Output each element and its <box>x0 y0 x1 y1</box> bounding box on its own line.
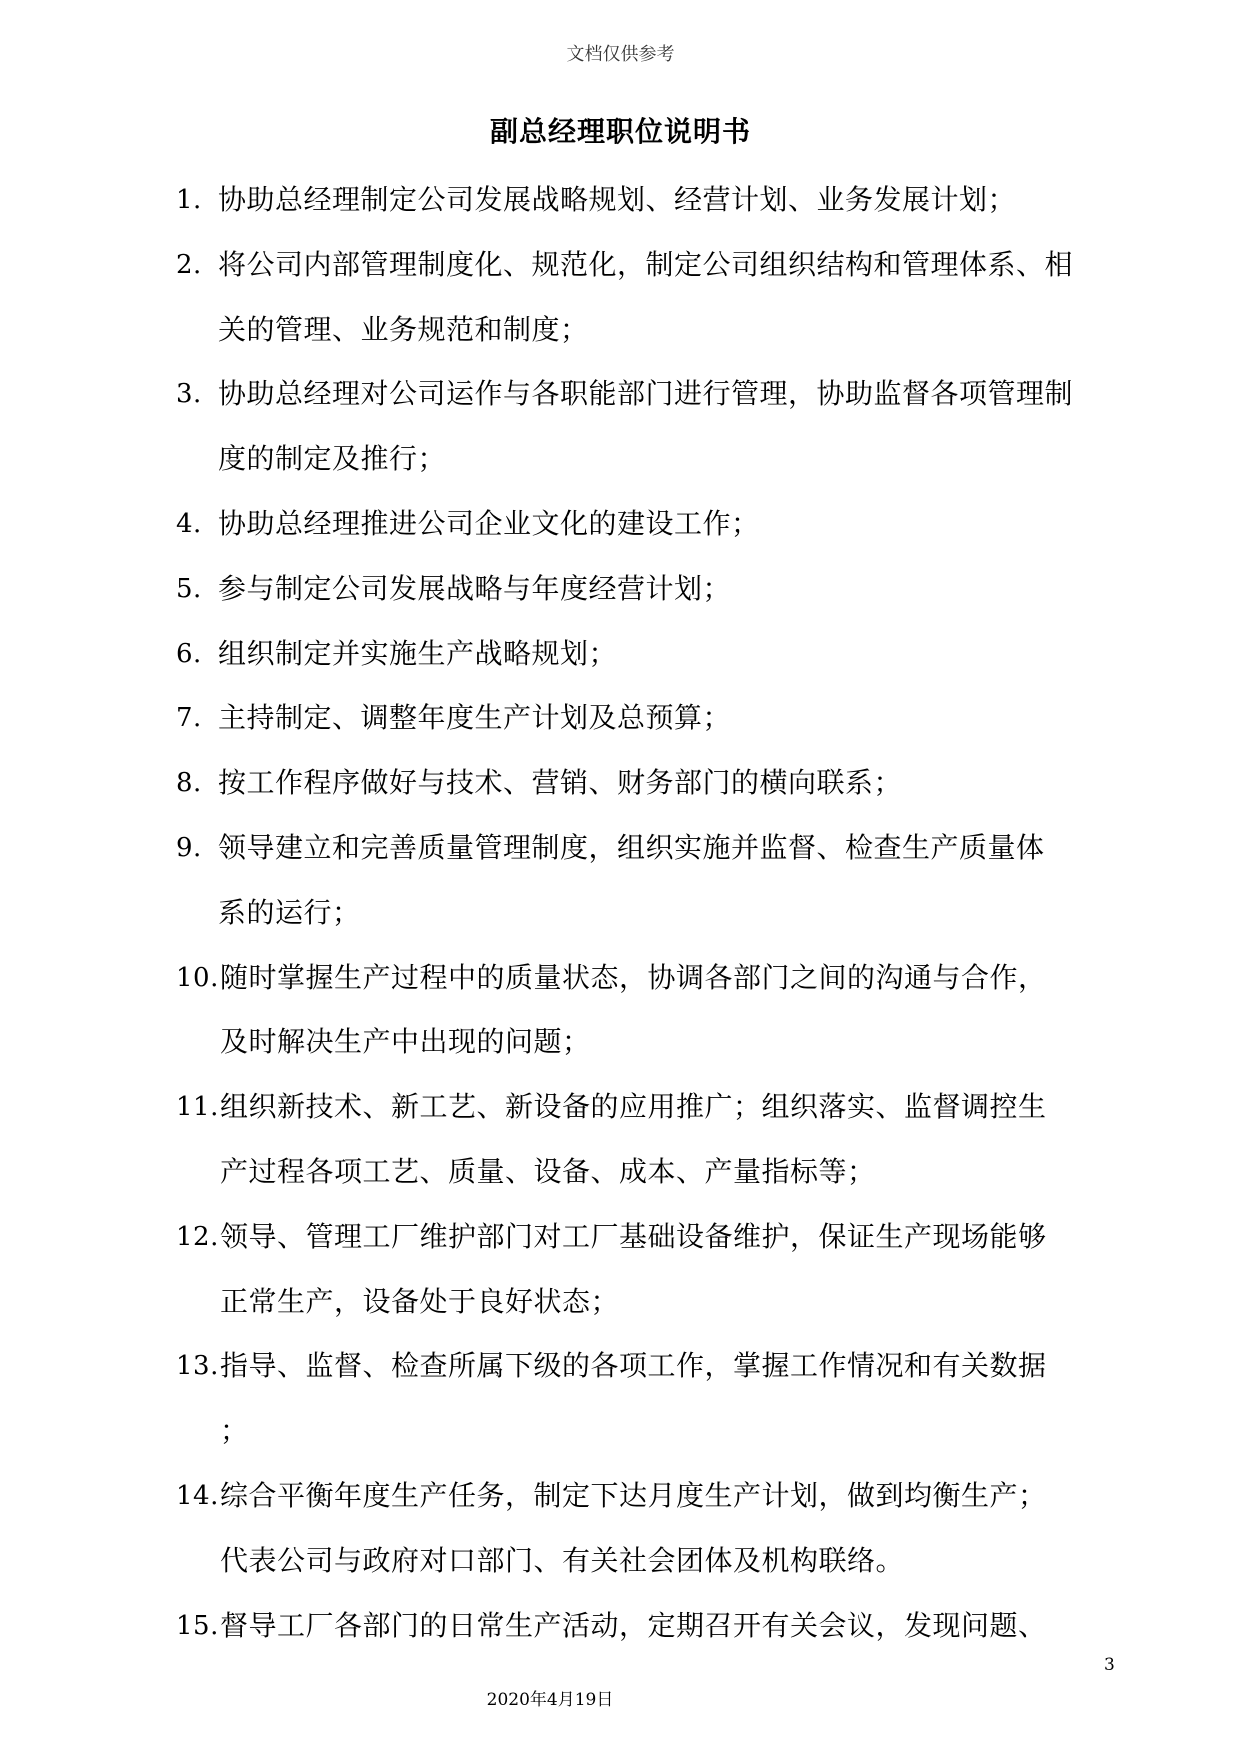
item-number: 10. <box>176 962 219 993</box>
item-text: 随时掌握生产过程中的质量状态，协调各部门之间的沟通与合作， 及时解决生产中出现的问题； <box>220 960 1047 1059</box>
item-text: 指导、监督、检查所属下级的各项工作，掌握工作情况和有关数据 ； <box>220 1349 1047 1448</box>
item-number: 5. <box>176 573 202 604</box>
item-text: 领导、管理工厂维护部门对工厂基础设备维护，保证生产现场能够 正常生产，设备处于良好状态； <box>220 1219 1047 1318</box>
list-item <box>176 686 1136 751</box>
item-number: 15. <box>176 1610 219 1641</box>
list-item <box>176 1075 1136 1205</box>
list-item <box>176 557 1136 622</box>
document-title: 副总经理职位说明书 <box>489 115 751 148</box>
list-item <box>176 1205 1136 1335</box>
item-text: 协助总经理推进公司企业文化的建设工作； <box>218 506 760 540</box>
item-number: 8. <box>176 768 202 799</box>
list-item <box>176 751 1136 816</box>
item-text: 协助总经理对公司运作与各职能部门进行管理，协助监督各项管理制 度的制定及推行； <box>218 377 1074 476</box>
item-text: 将公司内部管理制度化、规范化，制定公司组织结构和管理体系、相 关的管理、业务规范和制度； <box>218 247 1074 346</box>
item-text: 督导工厂各部门的日常生产活动，定期召开有关会议，发现问题、 <box>220 1608 1047 1642</box>
item-number: 7. <box>176 703 202 734</box>
item-number: 1. <box>176 185 202 215</box>
list-item <box>176 816 1136 946</box>
list-item <box>176 1334 1136 1464</box>
item-number: 4. <box>176 508 202 539</box>
item-number: 11. <box>176 1092 219 1123</box>
footer-date: 2020年4月19日 <box>486 1690 614 1710</box>
list-item <box>176 622 1136 687</box>
item-number: 3. <box>176 379 202 410</box>
item-number: 12. <box>176 1221 219 1252</box>
item-number: 6. <box>176 638 202 669</box>
item-text: 综合平衡年度生产任务，制定下达月度生产计划，做到均衡生产； 代表公司与政府对口部门、有关社会团体及机构联络。 <box>220 1478 1047 1577</box>
item-number: 14. <box>176 1480 219 1511</box>
list-item <box>176 1594 1136 1659</box>
list-item <box>176 233 1136 363</box>
list-item <box>176 1464 1136 1594</box>
item-number: 2. <box>176 249 202 280</box>
header-note: 文档仅供参考 <box>566 44 675 65</box>
item-text: 参与制定公司发展战略与年度经营计划； <box>218 571 732 605</box>
item-text: 协助总经理制定公司发展战略规划、经营计划、业务发展计划； <box>218 183 1017 216</box>
list-item <box>176 946 1136 1076</box>
item-text: 主持制定、调整年度生产计划及总预算； <box>218 701 732 735</box>
list-item <box>176 492 1136 557</box>
page-number: 3 <box>1104 1655 1115 1675</box>
item-text: 组织新技术、新工艺、新设备的应用推广；组织落实、监督调控生 产过程各项工艺、质量、设备、成本、产量指标等； <box>220 1090 1047 1188</box>
item-text: 领导建立和完善质量管理制度，组织实施并监督、检查生产质量体 系的运行； <box>218 830 1045 929</box>
duty-list <box>176 168 1136 1658</box>
item-text: 组织制定并实施生产战略规划； <box>218 636 618 670</box>
item-number: 13. <box>176 1351 219 1382</box>
list-item <box>176 168 1136 233</box>
item-number: 9. <box>176 832 202 863</box>
list-item <box>176 362 1136 492</box>
item-text: 按工作程序做好与技术、营销、财务部门的横向联系； <box>218 766 903 800</box>
